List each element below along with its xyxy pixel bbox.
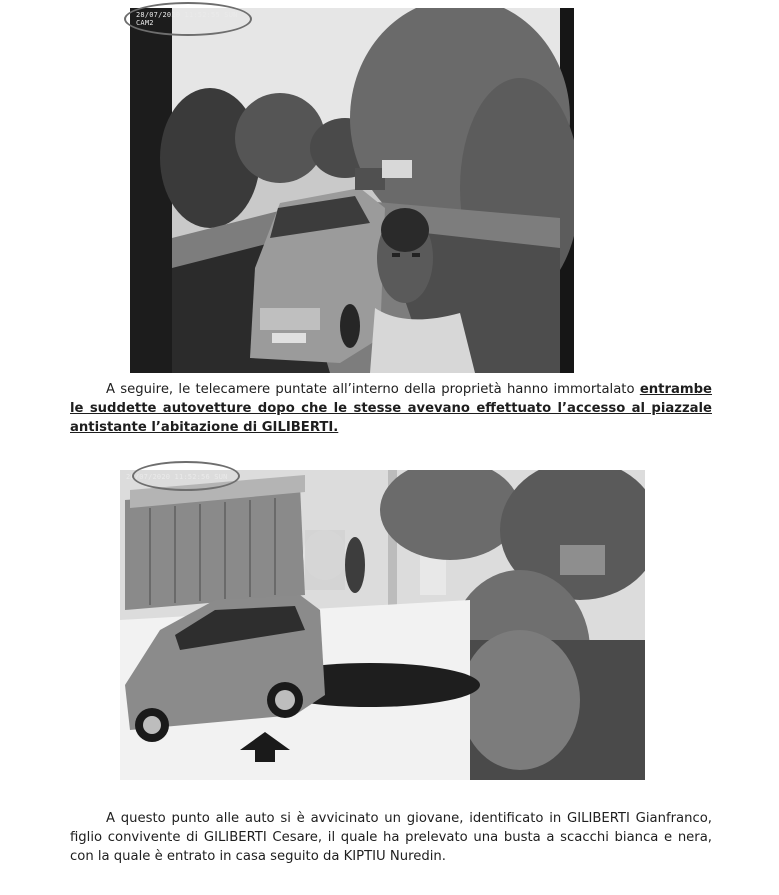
photo-2-timestamp: 28/07/2020 11:52:56 SUN (126, 473, 228, 481)
timestamp-highlight-oval-1 (124, 2, 252, 36)
paragraph-1 (70, 380, 712, 437)
photo-1-camera-label: CAM2 (136, 19, 154, 27)
paragraph-1-emphasis: entrambe le suddette autovetture dopo che le stesse avevano effettuato l’accesso al piazzale antistante l’abitazione di GILIBERTI. (70, 382, 712, 435)
paragraph-2 (70, 809, 712, 866)
photo-1-timestamp: 28/07/2020 11:52:55 SUN (136, 11, 238, 19)
photo-1-image (130, 8, 574, 373)
timestamp-highlight-oval-2 (132, 461, 240, 491)
surveillance-photo-1 (130, 8, 574, 373)
paragraph-2-text: A questo punto alle auto si è avvicinato un giovane, identificato in GILIBERTI Gianfranco, figlio convivente di GILIBERTI Cesare, il quale ha prelevato una busta a scacchi bianca e nera, con la quale è entrato in casa seguito da KIPTIU Nuredin. (70, 811, 712, 864)
surveillance-photo-2 (120, 470, 645, 780)
photo-2-image (120, 470, 645, 780)
paragraph-1-lead: A seguire, le telecamere puntate all’interno della proprietà hanno immortalato (106, 382, 640, 397)
